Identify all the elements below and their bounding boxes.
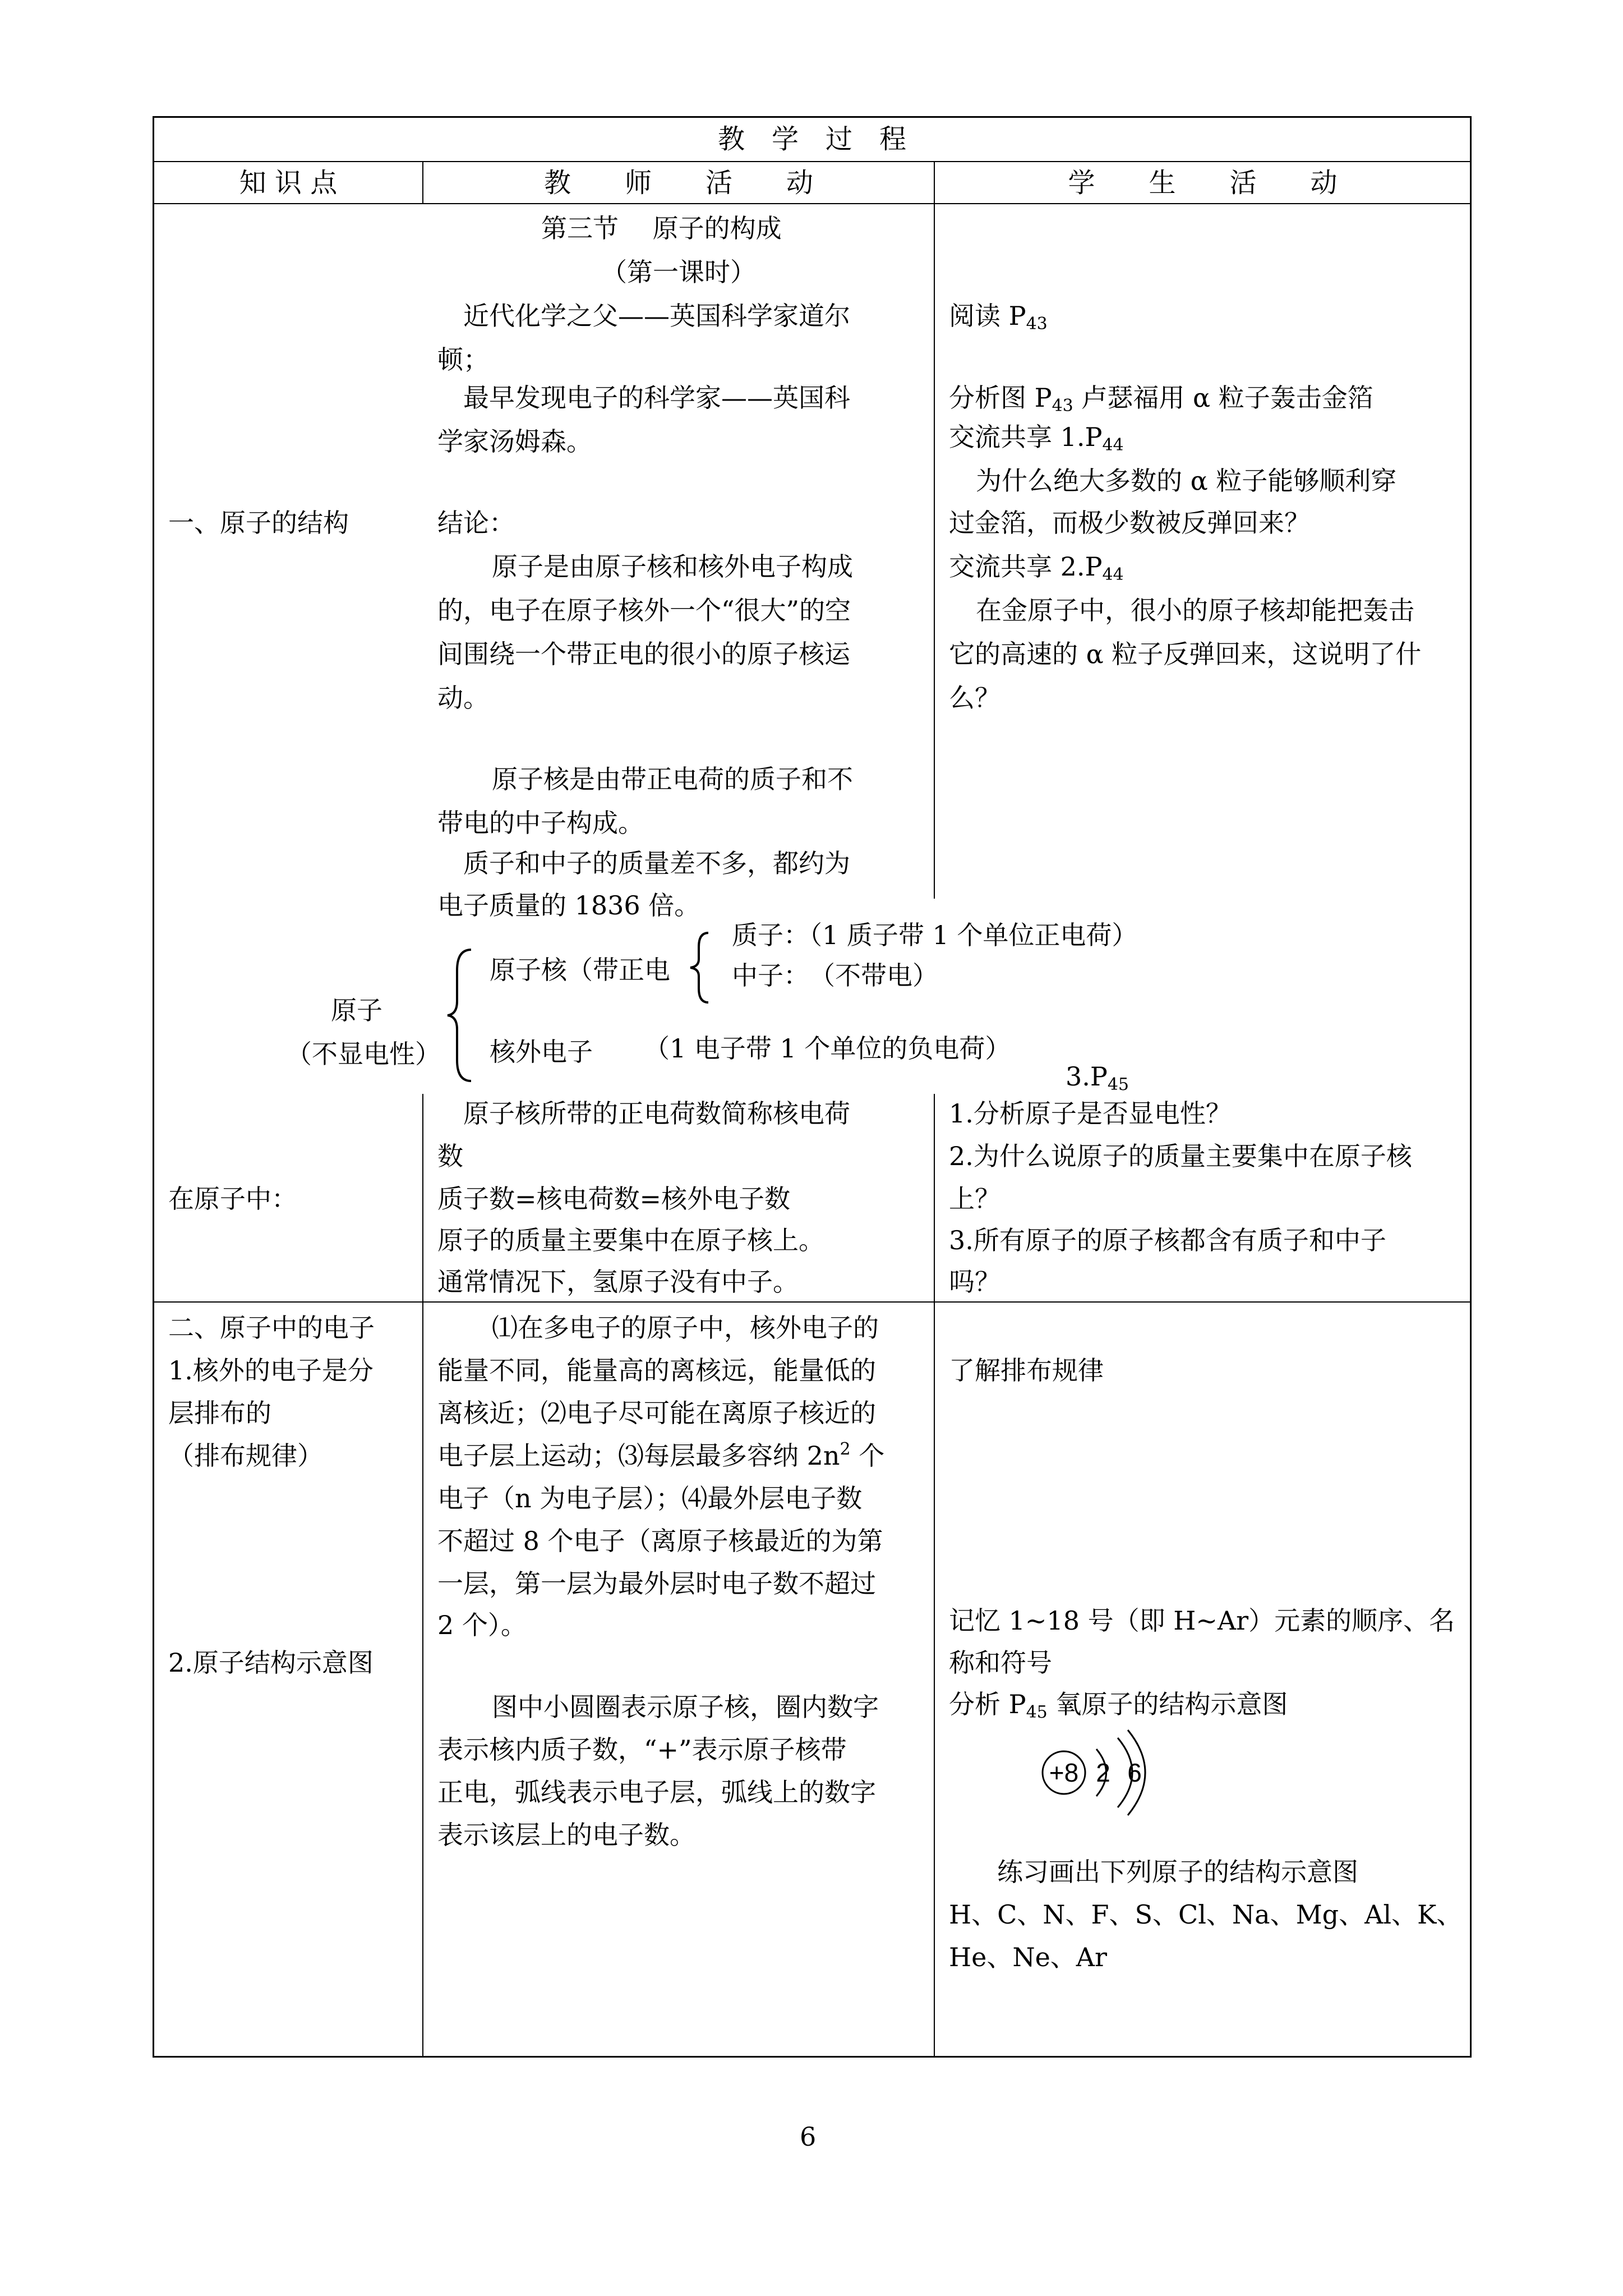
col2-divider-section1 bbox=[934, 203, 935, 899]
column-header-knowledge: 知 识 点 bbox=[239, 167, 338, 199]
neutron-label: 中子： （不带电） bbox=[732, 960, 938, 991]
student-line: 它的高速的 α 粒子反弹回来，这说明了什 bbox=[949, 639, 1422, 669]
student-line: He、Ne、Ar bbox=[949, 1942, 1108, 1972]
teacher-line: 结论： bbox=[437, 508, 515, 538]
lesson-title: 第三节 原子的构成 bbox=[541, 213, 782, 243]
table-border-bottom bbox=[153, 2056, 1472, 2058]
student-line: 1.分析原子是否显电性？ bbox=[949, 1098, 1232, 1129]
teacher-line: 2 个）。 bbox=[437, 1610, 527, 1640]
teacher-line: 的，电子在原子核外一个“很大”的空 bbox=[437, 595, 851, 625]
teacher-line: 能量不同，能量高的离核远，能量低的 bbox=[437, 1355, 876, 1386]
shell-1-count: 2 bbox=[1096, 1758, 1110, 1787]
student-line: 分析 $P_{45}$ 氧原子的结构示意图 bbox=[949, 1689, 1288, 1722]
nucleus-brace bbox=[689, 931, 711, 1004]
teacher-line: 近代化学之父——英国科学家道尔 bbox=[463, 301, 850, 331]
knowledge-line: 层排布的 bbox=[168, 1398, 271, 1428]
teacher-line: 原子的质量主要集中在原子核上。 bbox=[437, 1225, 824, 1255]
table-border-right bbox=[1470, 116, 1472, 2058]
knowledge-atom-structure: 一、原子的结构 bbox=[168, 508, 349, 538]
teacher-line: 电子质量的 1836 倍。 bbox=[437, 890, 700, 921]
student-line: H、C、N、F、S、Cl、Na、Mg、Al、K、 bbox=[949, 1899, 1463, 1930]
teacher-line: 学家汤姆森。 bbox=[437, 426, 592, 457]
teacher-line: 电子（n 为电子层）；⑷最外层电子数 bbox=[437, 1483, 863, 1513]
column-header-student: 学 生 活 动 bbox=[1068, 167, 1338, 199]
teacher-line: 间围绕一个带正电的很小的原子核运 bbox=[437, 639, 850, 669]
knowledge-in-atom: 在原子中： bbox=[168, 1184, 297, 1214]
teacher-line: 质子和中子的质量差不多，都约为 bbox=[463, 848, 850, 878]
table-border-left bbox=[153, 116, 154, 2058]
student-line: 练习画出下列原子的结构示意图 bbox=[997, 1857, 1358, 1887]
atom-note: （不显电性） bbox=[286, 1039, 441, 1069]
teacher-line: 质子数=核电荷数=核外电子数 bbox=[437, 1184, 791, 1214]
student-line: 记忆 1~18 号（即 H~Ar）元素的顺序、名 bbox=[949, 1605, 1455, 1636]
table-title: 教 学 过 程 bbox=[717, 123, 906, 155]
reference-p45: $3.P_{45}$ bbox=[1066, 1061, 1129, 1094]
student-share-1: 交流共享 $1.P_{44}$ bbox=[949, 422, 1124, 455]
student-line: 在金原子中，很小的原子核却能把轰击 bbox=[976, 595, 1414, 625]
page-number: 6 bbox=[800, 2122, 817, 2152]
student-line: 吗？ bbox=[949, 1267, 1000, 1297]
student-line: 上？ bbox=[949, 1184, 1000, 1214]
student-line: 么？ bbox=[949, 683, 1000, 713]
nucleus-charge: +8 bbox=[1049, 1758, 1079, 1787]
knowledge-line: 二、原子中的电子 bbox=[168, 1313, 375, 1343]
student-line: 2.为什么说原子的质量主要集中在原子核 bbox=[949, 1141, 1412, 1171]
teacher-line: 电子层上运动；⑶每层最多容纳 $2n^2$ 个 bbox=[437, 1439, 885, 1471]
row-divider-section3 bbox=[153, 1301, 1472, 1303]
teacher-line: 正电，弧线表示电子层，弧线上的数字 bbox=[437, 1777, 876, 1807]
teacher-line: ⑴在多电子的原子中，核外电子的 bbox=[492, 1313, 879, 1343]
proton-label: 质子：（1 质子带 1 个单位正电荷） bbox=[732, 920, 1138, 950]
student-analyze: 分析图 $P_{43}$ 卢瑟福用 α 粒子轰击金箔 bbox=[949, 383, 1373, 416]
shell-2-count: 6 bbox=[1127, 1758, 1142, 1787]
knowledge-line: （排布规律） bbox=[168, 1441, 323, 1471]
knowledge-line: 1.核外的电子是分 bbox=[168, 1355, 374, 1386]
teacher-line: 数 bbox=[437, 1141, 463, 1171]
student-read: 阅读 $P_{43}$ bbox=[949, 301, 1048, 334]
teacher-line: 顿； bbox=[437, 344, 489, 375]
student-line: 3.所有原子的原子核都含有质子和中子 bbox=[949, 1225, 1386, 1255]
teacher-line: 原子核是由带正电荷的质子和不 bbox=[492, 764, 853, 794]
teacher-line: 图中小圆圈表示原子核，圈内数字 bbox=[492, 1692, 879, 1722]
teacher-line: 不超过 8 个电子（离原子核最近的为第 bbox=[437, 1526, 883, 1556]
student-line: 了解排布规律 bbox=[949, 1355, 1104, 1386]
student-line: 称和符号 bbox=[949, 1648, 1052, 1678]
student-line: 为什么绝大多数的 α 粒子能够顺利穿 bbox=[976, 466, 1397, 496]
teacher-line: 带电的中子构成。 bbox=[437, 808, 644, 838]
teacher-line: 表示该层上的电子数。 bbox=[437, 1820, 695, 1850]
column-header-teacher: 教 师 活 动 bbox=[543, 167, 813, 199]
teacher-line: 最早发现电子的科学家——英国科 bbox=[463, 383, 850, 413]
col1-divider-lower bbox=[422, 1094, 423, 2058]
teacher-line: 离核近；⑵电子尽可能在离原子核近的 bbox=[437, 1398, 876, 1428]
student-line: 过金箔，而极少数被反弹回来？ bbox=[949, 508, 1310, 538]
atom-label: 原子 bbox=[331, 995, 382, 1025]
student-share-2: 交流共享 $2.P_{44}$ bbox=[949, 551, 1124, 585]
knowledge-line: 2.原子结构示意图 bbox=[168, 1648, 374, 1678]
col2-divider-lower bbox=[934, 1094, 935, 2058]
electron-note: （1 电子带 1 个单位的负电荷） bbox=[644, 1033, 1011, 1064]
teacher-line: 通常情况下，氢原子没有中子。 bbox=[437, 1267, 799, 1297]
teacher-line: 表示核内质子数，“+”表示原子核带 bbox=[437, 1734, 847, 1765]
lesson-period: （第一课时） bbox=[601, 257, 756, 287]
teacher-line: 原子核所带的正电荷数简称核电荷 bbox=[463, 1098, 850, 1129]
teacher-line: 一层，第一层为最外层时电子数不超过 bbox=[437, 1568, 876, 1599]
teacher-line: 动。 bbox=[437, 683, 489, 713]
atom-brace bbox=[446, 948, 474, 1083]
teacher-line: 原子是由原子核和核外电子构成 bbox=[492, 551, 853, 582]
oxygen-atom-diagram bbox=[1035, 1722, 1169, 1823]
electron-label: 核外电子 bbox=[490, 1037, 593, 1067]
nucleus-label: 原子核（带正电 bbox=[490, 955, 670, 985]
